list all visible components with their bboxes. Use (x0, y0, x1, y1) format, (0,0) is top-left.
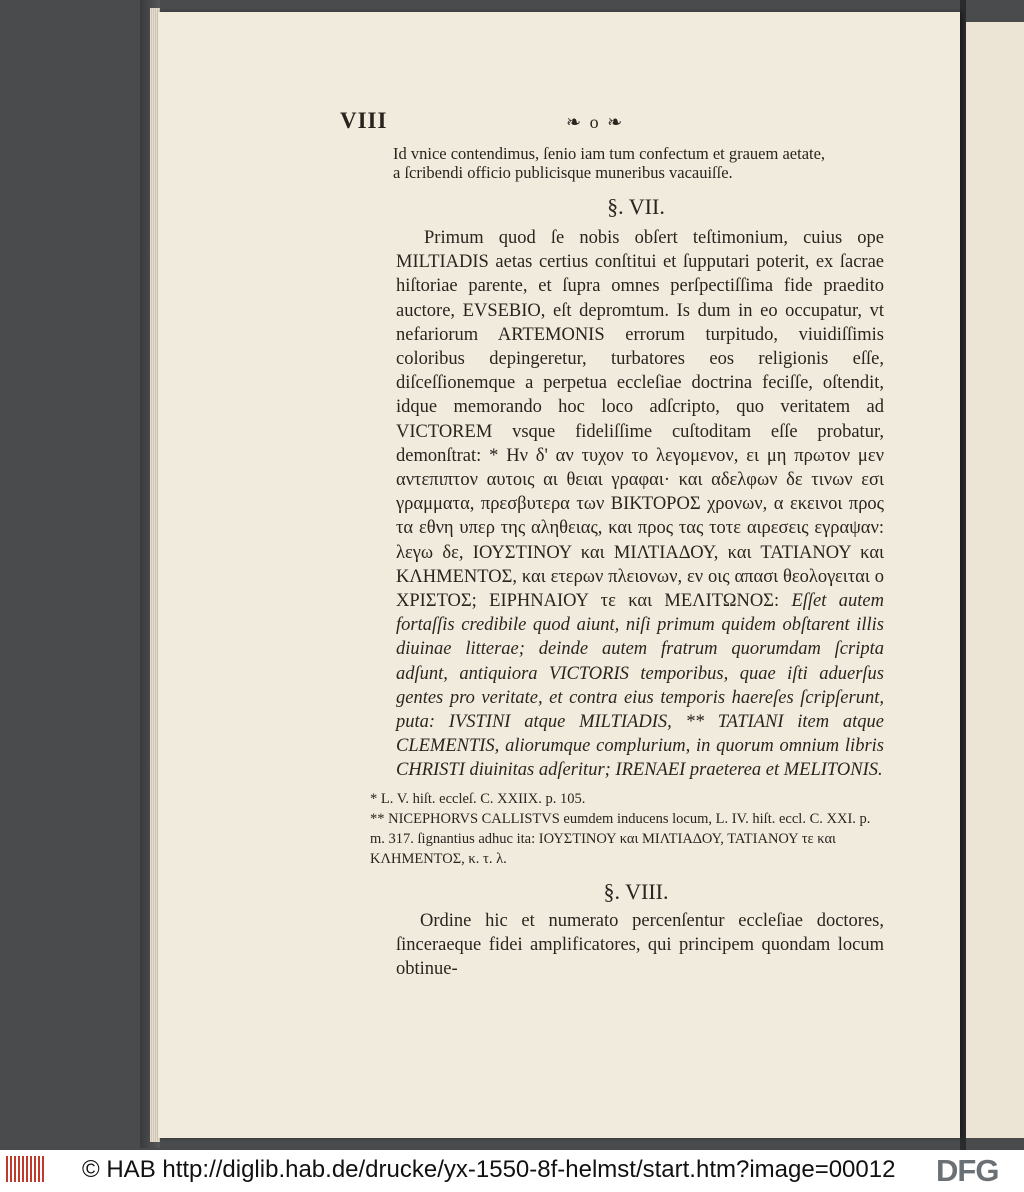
body-paragraph: Ordine hic et numerato percenſentur eccleſiae doctores, ſinceraeque fidei amplificatores, qui principem quondam locum obtinue- (396, 910, 884, 980)
lead-line: a ſcribendi officio publicisque muneribus vacauiſſe. (393, 163, 733, 182)
lead-paragraph (393, 144, 893, 182)
paragraph-text: Primum quod ſe nobis obſert teſtimonium, cuius ope MILTIADIS aetas certius conſtitui et ſupputari poterit, ex ſacrae hiſtoriae parente, et ſupra omnes perſpectiſſima fide praedito auctore, EVSEBIO, eſt depromtum. Is dum in eo occupatur, vt nefariorum ARTEMONIS errorum turpitudo, viuidiſſimis coloribus depingeretur, turbatores eos religionis eſſe, diſceſſionemque a perpetua eccleſiae doctrina feciſſe, oſtendit, idque memorando hoc loco adſcripto, quo veritatem ad VICTOREM vsque fideliſſime cuſtoditam eſſe probatur, demonſtrat: * Ην δ' αν τυχον το λεγομενον, ει μη πρωτον μεν αντεπιπτον αυτοις αι θειαι γραφαι· και αδελφων δε τινων εσι γραμματα, πρεσβυτερα των ΒΙΚΤΟΡΟΣ χρονων, α εκεινοι προς τα εθνη υπερ της αληθειας, και προς τας τοτε αιρεσεις εγραψαν: λεγω δε, ΙΟΥΣΤΙΝΟΥ και ΜΙΛΤΙΑΔΟΥ, και ΤΑΤΙΑΝΟΥ και ΚΛΗΜΕΝΤΟΣ, και ετερων πλειονων, εν οις απασι θεολογειται ο ΧΡΙΣΤΟΣ; ΕΙΡΗΝΑΙΟΥ τε και ΜΕΛΙΤΩΝΟΣ: (396, 228, 884, 612)
footnote: ** NICEPHORVS CALLISTVS eumdem inducens locum, L. IV. hiſt. eccl. C. XXI. p. m. 317. ſignantius adhuc ita: ΙΟΥΣΤΙΝΟΥ και ΜΙΛΤΙΑΔΟΥ, ΤΑΤΙΑΝΟΥ τε και ΚΛΗΜΕΝΤΟΣ, κ. τ. λ. (370, 810, 871, 867)
lead-line: Id vnice contendimus, ſenio iam tum confectum et grauem aetate, (393, 144, 826, 163)
dfg-logo: DFG (936, 1153, 999, 1188)
paragraph-italic-translation: Eſſet autem fortaſſis credibile quod aiunt, niſi primum quidem obſtarent illis diuinae litterae; deinde autem fratrum quorumdam ſcripta adſunt, antiquiora VICTORIS temporibus, quae iſti aduerſus gentes pro veritate, et contra eius temporis haereſes ſcripſerunt, puta: IVSTINI atque MILTIADIS, ** TATIANI item atque CLEMENTIS, aliorumque complurium, in quorum omnium libris CHRISTI diuinitas adſeritur; IRENAEI praeterea et MELITONIS. (396, 591, 884, 781)
copyright-link[interactable]: © HAB http://diglib.hab.de/drucke/yx-1550-8f-helmst/start.htm?image=00012 (82, 1156, 896, 1183)
page-number: VIII (340, 108, 388, 133)
body-paragraph (396, 226, 884, 783)
section-heading: §. VIII. (603, 878, 669, 904)
hab-logo-icon (6, 1156, 48, 1186)
viewer-footer (0, 1150, 1024, 1192)
footnote: * L. V. hiſt. eccleſ. C. XXIIX. p. 105. (370, 790, 586, 807)
ornament-icon: ❧ o ❧ (566, 112, 625, 132)
running-head (176, 108, 896, 144)
facing-page-edge (966, 22, 1024, 1138)
footnotes (370, 789, 880, 869)
section-heading: §. VII. (607, 194, 665, 219)
page-content (176, 108, 896, 981)
